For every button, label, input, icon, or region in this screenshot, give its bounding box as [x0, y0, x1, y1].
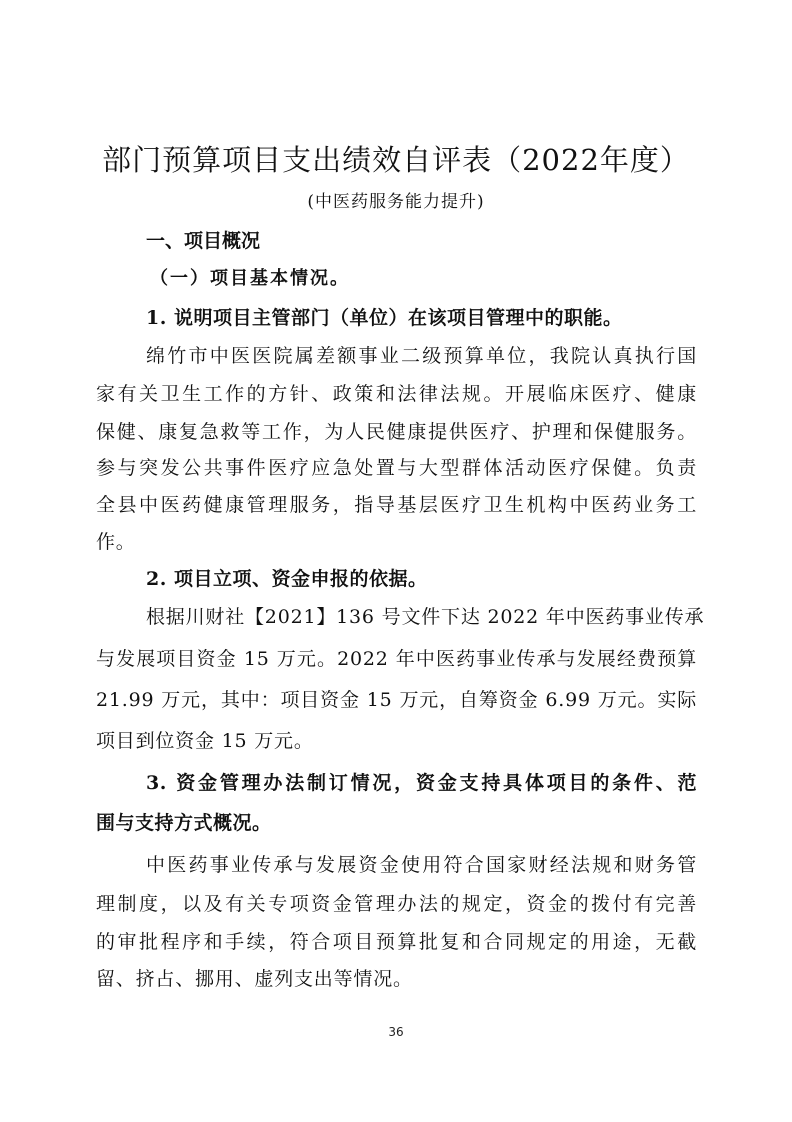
item1-line-4: 参与突发公共事件医疗应急处置与大型群体活动医疗保健。负责 — [96, 457, 697, 479]
item1-line-3: 保健、康复急救等工作，为人民健康提供医疗、护理和保健服务。 — [96, 421, 697, 443]
item1-heading: 1. 说明项目主管部门（单位）在该项目管理中的职能。 — [146, 307, 623, 329]
document-subtitle: (中医药服务能力提升) — [307, 192, 485, 212]
subsection-heading-basic-info: （一）项目基本情况。 — [150, 268, 350, 289]
item2-heading: 2. 项目立项、资金申报的依据。 — [146, 568, 428, 590]
item3-line-4: 留、挤占、挪用、虚列支出等情况。 — [96, 968, 413, 990]
item3-heading-line-2: 围与支持方式概况。 — [96, 812, 272, 834]
document-title: 部门预算项目支出绩效自评表（2022年度） — [102, 143, 690, 177]
item2-line-4: 项目到位资金 15 万元。 — [96, 730, 314, 752]
item3-line-1: 中医药事业传承与发展资金使用符合国家财经法规和财务管 — [146, 854, 697, 876]
item1-line-1: 绵竹市中医医院属差额事业二级预算单位，我院认真执行国 — [146, 345, 697, 367]
item3-heading-line-1: 3. 资金管理办法制订情况，资金支持具体项目的条件、范 — [146, 772, 697, 794]
item1-line-5: 全县中医药健康管理服务，指导基层医疗卫生机构中医药业务工 — [96, 494, 697, 516]
item2-line-1: 根据川财社【2021】136 号文件下达 2022 年中医药事业传承 — [146, 606, 705, 628]
item2-line-2: 与发展项目资金 15 万元。2022 年中医药事业传承与发展经费预算 — [96, 648, 697, 670]
item1-line-2: 家有关卫生工作的方针、政策和法律法规。开展临床医疗、健康 — [96, 383, 697, 405]
item1-line-6: 作。 — [96, 531, 136, 553]
item3-line-2: 理制度，以及有关专项资金管理办法的规定，资金的拨付有完善 — [96, 893, 697, 915]
page-number: 36 — [388, 1025, 404, 1039]
item3-line-3: 的审批程序和手续，符合项目预算批复和合同规定的用途，无截 — [96, 931, 697, 953]
section-heading-overview: 一、项目概况 — [146, 230, 261, 252]
item2-line-3: 21.99 万元，其中：项目资金 15 万元，自筹资金 6.99 万元。实际 — [96, 689, 697, 711]
